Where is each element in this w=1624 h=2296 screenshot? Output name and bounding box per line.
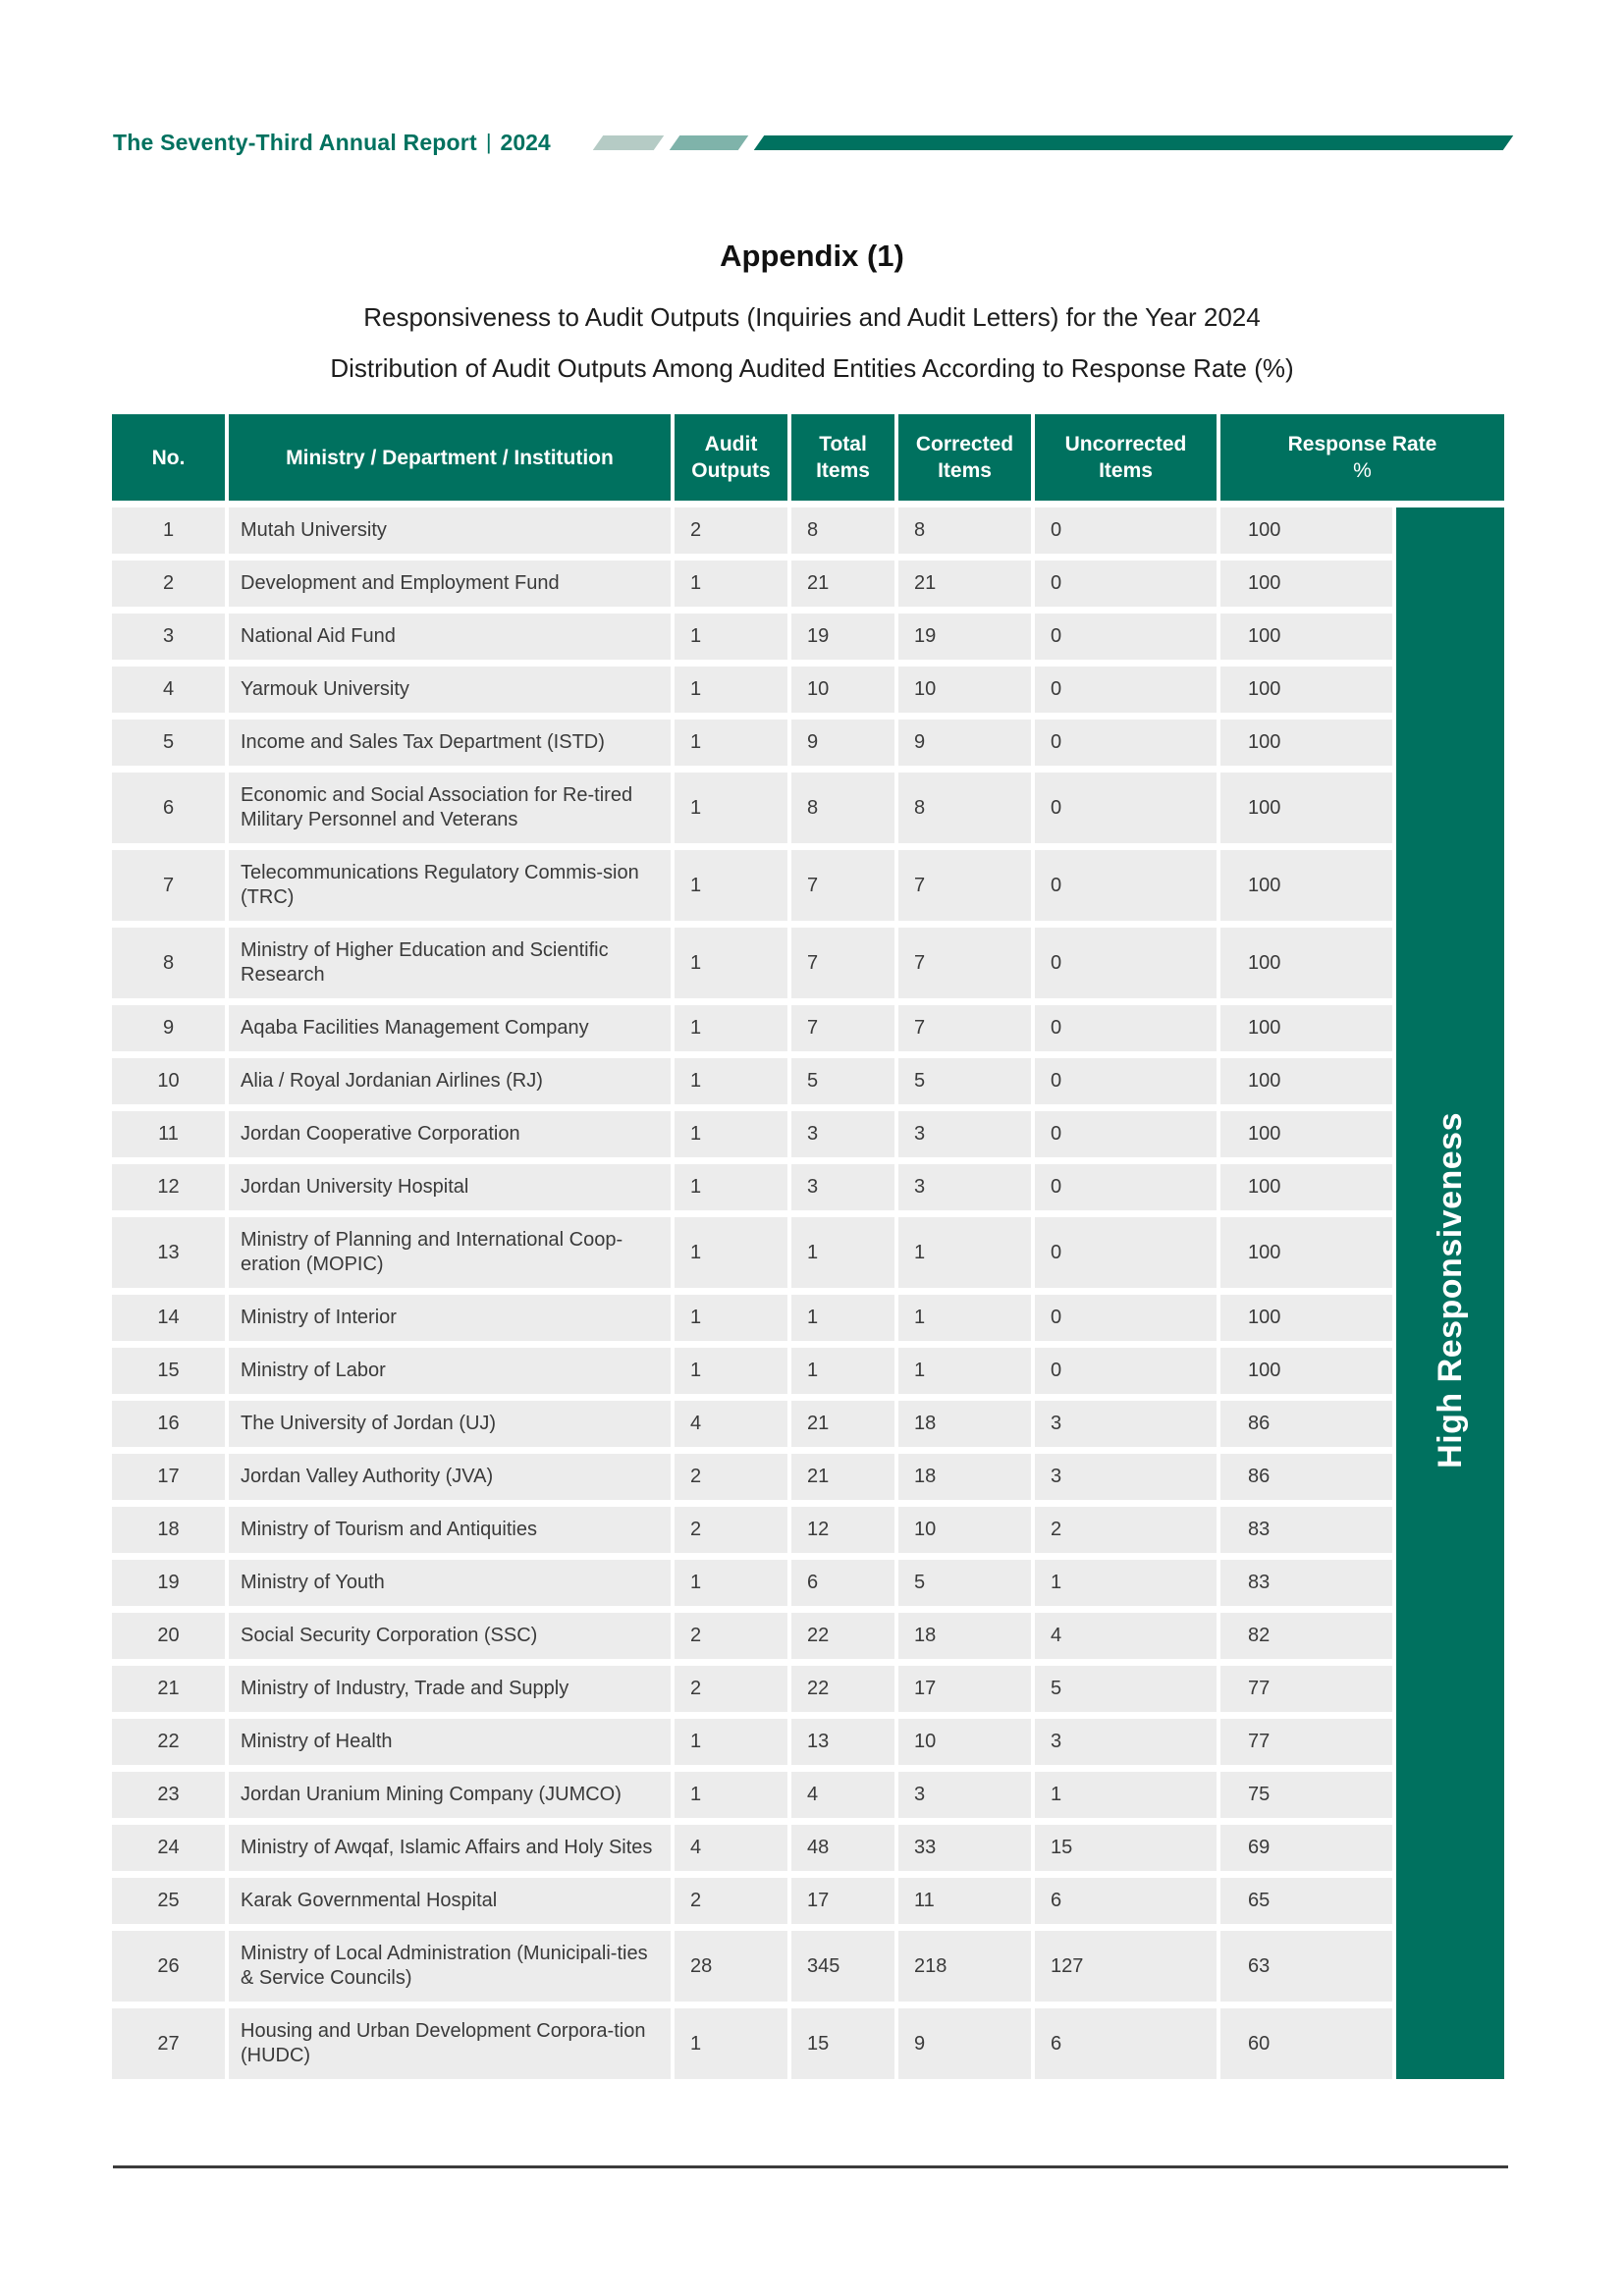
header-audit-line1: Audit <box>704 433 758 455</box>
cell-no: 20 <box>112 1613 225 1659</box>
cell-audit-outputs: 2 <box>675 1878 787 1924</box>
decoration-bar <box>753 135 1513 150</box>
cell-corrected-items: 18 <box>898 1613 1031 1659</box>
cell-total-items: 22 <box>791 1666 894 1712</box>
cell-audit-outputs: 1 <box>675 1295 787 1341</box>
cell-ministry: Economic and Social Association for Re-tired Military Personnel and Veterans <box>229 773 671 843</box>
cell-ministry: Development and Employment Fund <box>229 561 671 607</box>
cell-corrected-items: 9 <box>898 2008 1031 2079</box>
cell-total-items: 21 <box>791 1454 894 1500</box>
cell-ministry: Telecommunications Regulatory Commis-sion (TRC) <box>229 850 671 921</box>
cell-audit-outputs: 4 <box>675 1401 787 1447</box>
table-row <box>112 1772 1504 1818</box>
cell-ministry: Jordan Cooperative Corporation <box>229 1111 671 1157</box>
cell-no: 3 <box>112 614 225 660</box>
cell-uncorrected-items: 6 <box>1035 2008 1217 2079</box>
cell-uncorrected-items: 1 <box>1035 1560 1217 1606</box>
cell-no: 26 <box>112 1931 225 2002</box>
table-row <box>112 1878 1504 1924</box>
header-corrected-line2: Items <box>938 459 992 482</box>
cell-ministry: Ministry of Planning and International Coop-eration (MOPIC) <box>229 1217 671 1288</box>
col-header-total-items <box>791 414 894 501</box>
cell-ministry: Social Security Corporation (SSC) <box>229 1613 671 1659</box>
table-row <box>112 1164 1504 1210</box>
response-rate-table <box>108 407 1508 2086</box>
cell-audit-outputs: 28 <box>675 1931 787 2002</box>
cell-response-rate: 100 <box>1220 1217 1392 1288</box>
header-total-line1: Total <box>819 433 867 455</box>
table-row <box>112 1454 1504 1500</box>
cell-response-rate: 100 <box>1220 1164 1392 1210</box>
cell-ministry: Karak Governmental Hospital <box>229 1878 671 1924</box>
table-row <box>112 1058 1504 1104</box>
cell-ministry: Housing and Urban Development Corpora-tion (HUDC) <box>229 2008 671 2079</box>
cell-corrected-items: 10 <box>898 1719 1031 1765</box>
subtitle-line-1: Responsiveness to Audit Outputs (Inquiries and Audit Letters) for the Year 2024 <box>363 302 1261 332</box>
footer-rule <box>113 2165 1508 2168</box>
cell-audit-outputs: 2 <box>675 1613 787 1659</box>
cell-no: 23 <box>112 1772 225 1818</box>
cell-corrected-items: 3 <box>898 1164 1031 1210</box>
cell-no: 8 <box>112 928 225 998</box>
cell-corrected-items: 8 <box>898 507 1031 554</box>
table-row <box>112 614 1504 660</box>
cell-no: 17 <box>112 1454 225 1500</box>
cell-audit-outputs: 1 <box>675 614 787 660</box>
cell-ministry: Ministry of Industry, Trade and Supply <box>229 1666 671 1712</box>
cell-audit-outputs: 1 <box>675 667 787 713</box>
cell-total-items: 9 <box>791 720 894 766</box>
cell-corrected-items: 1 <box>898 1348 1031 1394</box>
cell-no: 27 <box>112 2008 225 2079</box>
subtitle-line-2: Distribution of Audit Outputs Among Audited Entities According to Response Rate (%) <box>330 353 1294 383</box>
cell-uncorrected-items: 0 <box>1035 928 1217 998</box>
col-header-no: No. <box>112 414 225 501</box>
table-row <box>112 507 1504 554</box>
cell-response-rate: 100 <box>1220 1058 1392 1104</box>
cell-total-items: 1 <box>791 1348 894 1394</box>
cell-audit-outputs: 1 <box>675 1111 787 1157</box>
cell-response-rate: 63 <box>1220 1931 1392 2002</box>
cell-response-rate: 69 <box>1220 1825 1392 1871</box>
cell-total-items: 8 <box>791 773 894 843</box>
cell-audit-outputs: 2 <box>675 1666 787 1712</box>
cell-ministry: Ministry of Youth <box>229 1560 671 1606</box>
cell-audit-outputs: 1 <box>675 1217 787 1288</box>
cell-audit-outputs: 1 <box>675 2008 787 2079</box>
cell-corrected-items: 7 <box>898 928 1031 998</box>
cell-no: 11 <box>112 1111 225 1157</box>
cell-total-items: 8 <box>791 507 894 554</box>
header-decoration <box>598 134 1508 150</box>
cell-audit-outputs: 1 <box>675 1719 787 1765</box>
table-row <box>112 1931 1504 2002</box>
cell-uncorrected-items: 3 <box>1035 1401 1217 1447</box>
cell-audit-outputs: 4 <box>675 1825 787 1871</box>
cell-no: 22 <box>112 1719 225 1765</box>
cell-total-items: 3 <box>791 1164 894 1210</box>
cell-uncorrected-items: 0 <box>1035 507 1217 554</box>
cell-response-rate: 100 <box>1220 1348 1392 1394</box>
cell-ministry: Jordan Uranium Mining Company (JUMCO) <box>229 1772 671 1818</box>
cell-ministry: Ministry of Higher Education and Scientific Research <box>229 928 671 998</box>
cell-uncorrected-items: 0 <box>1035 1217 1217 1288</box>
cell-response-rate: 100 <box>1220 667 1392 713</box>
cell-total-items: 5 <box>791 1058 894 1104</box>
cell-total-items: 7 <box>791 850 894 921</box>
cell-no: 19 <box>112 1560 225 1606</box>
cell-corrected-items: 3 <box>898 1111 1031 1157</box>
side-label: High Responsiveness <box>1431 1111 1469 1468</box>
cell-corrected-items: 5 <box>898 1058 1031 1104</box>
cell-uncorrected-items: 0 <box>1035 773 1217 843</box>
cell-corrected-items: 7 <box>898 850 1031 921</box>
cell-audit-outputs: 2 <box>675 1507 787 1553</box>
cell-audit-outputs: 1 <box>675 1005 787 1051</box>
cell-total-items: 3 <box>791 1111 894 1157</box>
page-header <box>113 128 1508 157</box>
cell-ministry: Ministry of Labor <box>229 1348 671 1394</box>
table-row <box>112 1005 1504 1051</box>
cell-audit-outputs: 1 <box>675 720 787 766</box>
cell-corrected-items: 17 <box>898 1666 1031 1712</box>
cell-corrected-items: 7 <box>898 1005 1031 1051</box>
cell-response-rate: 100 <box>1220 1111 1392 1157</box>
cell-response-rate: 100 <box>1220 850 1392 921</box>
cell-response-rate: 100 <box>1220 614 1392 660</box>
col-header-ministry: Ministry / Department / Institution <box>229 414 671 501</box>
cell-ministry: Aqaba Facilities Management Company <box>229 1005 671 1051</box>
cell-no: 4 <box>112 667 225 713</box>
cell-response-rate: 100 <box>1220 928 1392 998</box>
cell-total-items: 1 <box>791 1217 894 1288</box>
cell-ministry: Ministry of Interior <box>229 1295 671 1341</box>
cell-response-rate: 83 <box>1220 1560 1392 1606</box>
cell-total-items: 48 <box>791 1825 894 1871</box>
cell-corrected-items: 18 <box>898 1454 1031 1500</box>
cell-audit-outputs: 1 <box>675 1560 787 1606</box>
cell-no: 2 <box>112 561 225 607</box>
table-row <box>112 773 1504 843</box>
decoration-segment-mid <box>669 135 748 150</box>
cell-corrected-items: 1 <box>898 1295 1031 1341</box>
cell-audit-outputs: 1 <box>675 850 787 921</box>
header-rate-line2: % <box>1353 459 1372 482</box>
cell-uncorrected-items: 0 <box>1035 1005 1217 1051</box>
cell-no: 18 <box>112 1507 225 1553</box>
cell-uncorrected-items: 0 <box>1035 1111 1217 1157</box>
cell-uncorrected-items: 0 <box>1035 1164 1217 1210</box>
header-audit-line2: Outputs <box>691 459 771 482</box>
table-row <box>112 1613 1504 1659</box>
cell-no: 24 <box>112 1825 225 1871</box>
report-year: 2024 <box>500 129 551 155</box>
cell-total-items: 345 <box>791 1931 894 2002</box>
cell-uncorrected-items: 0 <box>1035 1058 1217 1104</box>
table-body <box>112 507 1504 2079</box>
cell-corrected-items: 1 <box>898 1217 1031 1288</box>
cell-corrected-items: 21 <box>898 561 1031 607</box>
cell-no: 10 <box>112 1058 225 1104</box>
cell-ministry: Income and Sales Tax Department (ISTD) <box>229 720 671 766</box>
cell-total-items: 21 <box>791 561 894 607</box>
cell-uncorrected-items: 6 <box>1035 1878 1217 1924</box>
table-row <box>112 1666 1504 1712</box>
cell-uncorrected-items: 2 <box>1035 1507 1217 1553</box>
table-row <box>112 1401 1504 1447</box>
cell-ministry: Ministry of Health <box>229 1719 671 1765</box>
cell-corrected-items: 218 <box>898 1931 1031 2002</box>
table-row <box>112 667 1504 713</box>
cell-total-items: 15 <box>791 2008 894 2079</box>
col-header-response-rate <box>1220 414 1504 501</box>
cell-corrected-items: 5 <box>898 1560 1031 1606</box>
cell-uncorrected-items: 4 <box>1035 1613 1217 1659</box>
cell-response-rate: 82 <box>1220 1613 1392 1659</box>
cell-no: 14 <box>112 1295 225 1341</box>
cell-response-rate: 100 <box>1220 720 1392 766</box>
table-row <box>112 1560 1504 1606</box>
cell-uncorrected-items: 1 <box>1035 1772 1217 1818</box>
cell-corrected-items: 11 <box>898 1878 1031 1924</box>
cell-audit-outputs: 2 <box>675 507 787 554</box>
cell-response-rate: 100 <box>1220 1295 1392 1341</box>
cell-total-items: 22 <box>791 1613 894 1659</box>
cell-ministry: Alia / Royal Jordanian Airlines (RJ) <box>229 1058 671 1104</box>
cell-response-rate: 60 <box>1220 2008 1392 2079</box>
cell-audit-outputs: 2 <box>675 1454 787 1500</box>
table-row <box>112 1217 1504 1288</box>
cell-total-items: 7 <box>791 1005 894 1051</box>
cell-no: 16 <box>112 1401 225 1447</box>
cell-ministry: Jordan University Hospital <box>229 1164 671 1210</box>
table-header-row <box>112 414 1504 501</box>
col-header-uncorrected-items <box>1035 414 1217 501</box>
cell-no: 15 <box>112 1348 225 1394</box>
cell-response-rate: 77 <box>1220 1666 1392 1712</box>
header-uncorrected-line2: Items <box>1099 459 1153 482</box>
cell-uncorrected-items: 0 <box>1035 720 1217 766</box>
cell-corrected-items: 18 <box>898 1401 1031 1447</box>
cell-ministry: The University of Jordan (UJ) <box>229 1401 671 1447</box>
cell-total-items: 6 <box>791 1560 894 1606</box>
table-row <box>112 1719 1504 1765</box>
cell-audit-outputs: 1 <box>675 1058 787 1104</box>
cell-uncorrected-items: 0 <box>1035 561 1217 607</box>
cell-total-items: 4 <box>791 1772 894 1818</box>
cell-audit-outputs: 1 <box>675 1772 787 1818</box>
header-uncorrected-line1: Uncorrected <box>1064 433 1187 455</box>
cell-ministry: National Aid Fund <box>229 614 671 660</box>
cell-corrected-items: 19 <box>898 614 1031 660</box>
cell-total-items: 10 <box>791 667 894 713</box>
table-row <box>112 720 1504 766</box>
cell-uncorrected-items: 15 <box>1035 1825 1217 1871</box>
table-row <box>112 928 1504 998</box>
cell-uncorrected-items: 3 <box>1035 1454 1217 1500</box>
col-header-corrected-items <box>898 414 1031 501</box>
cell-no: 9 <box>112 1005 225 1051</box>
title-separator: | <box>485 130 492 154</box>
cell-uncorrected-items: 0 <box>1035 1295 1217 1341</box>
cell-total-items: 13 <box>791 1719 894 1765</box>
cell-response-rate: 86 <box>1220 1454 1392 1500</box>
cell-total-items: 21 <box>791 1401 894 1447</box>
cell-audit-outputs: 1 <box>675 773 787 843</box>
cell-audit-outputs: 1 <box>675 561 787 607</box>
cell-no: 13 <box>112 1217 225 1288</box>
table-row <box>112 1825 1504 1871</box>
cell-response-rate: 100 <box>1220 507 1392 554</box>
appendix-title: Appendix (1) <box>720 239 904 273</box>
cell-audit-outputs: 1 <box>675 1164 787 1210</box>
cell-uncorrected-items: 3 <box>1035 1719 1217 1765</box>
header-corrected-line1: Corrected <box>915 433 1014 455</box>
table-row <box>112 1295 1504 1341</box>
cell-corrected-items: 10 <box>898 667 1031 713</box>
report-title: The Seventy-Third Annual Report <box>113 129 477 155</box>
cell-corrected-items: 3 <box>898 1772 1031 1818</box>
cell-uncorrected-items: 5 <box>1035 1666 1217 1712</box>
cell-response-rate: 75 <box>1220 1772 1392 1818</box>
cell-ministry: Yarmouk University <box>229 667 671 713</box>
cell-response-rate: 77 <box>1220 1719 1392 1765</box>
header-total-line2: Items <box>816 459 870 482</box>
cell-total-items: 1 <box>791 1295 894 1341</box>
cell-response-rate: 65 <box>1220 1878 1392 1924</box>
cell-ministry: Jordan Valley Authority (JVA) <box>229 1454 671 1500</box>
header-rate-line1: Response Rate <box>1287 433 1437 455</box>
table-row <box>112 2008 1504 2079</box>
cell-response-rate: 100 <box>1220 1005 1392 1051</box>
cell-response-rate: 86 <box>1220 1401 1392 1447</box>
table-row <box>112 1111 1504 1157</box>
cell-total-items: 7 <box>791 928 894 998</box>
cell-no: 6 <box>112 773 225 843</box>
table-row <box>112 561 1504 607</box>
cell-no: 5 <box>112 720 225 766</box>
cell-ministry: Ministry of Local Administration (Municipali-ties & Service Councils) <box>229 1931 671 2002</box>
cell-corrected-items: 8 <box>898 773 1031 843</box>
cell-ministry: Mutah University <box>229 507 671 554</box>
cell-audit-outputs: 1 <box>675 928 787 998</box>
col-header-audit-outputs <box>675 414 787 501</box>
cell-audit-outputs: 1 <box>675 1348 787 1394</box>
cell-uncorrected-items: 0 <box>1035 614 1217 660</box>
cell-corrected-items: 9 <box>898 720 1031 766</box>
cell-total-items: 19 <box>791 614 894 660</box>
cell-uncorrected-items: 0 <box>1035 667 1217 713</box>
cell-total-items: 17 <box>791 1878 894 1924</box>
cell-ministry: Ministry of Tourism and Antiquities <box>229 1507 671 1553</box>
cell-uncorrected-items: 127 <box>1035 1931 1217 2002</box>
cell-response-rate: 100 <box>1220 561 1392 607</box>
cell-corrected-items: 33 <box>898 1825 1031 1871</box>
cell-no: 25 <box>112 1878 225 1924</box>
cell-uncorrected-items: 0 <box>1035 850 1217 921</box>
cell-no: 1 <box>112 507 225 554</box>
cell-response-rate: 100 <box>1220 773 1392 843</box>
high-responsiveness-band <box>1396 507 1504 2079</box>
cell-total-items: 12 <box>791 1507 894 1553</box>
cell-no: 7 <box>112 850 225 921</box>
decoration-segment-light <box>592 135 664 150</box>
cell-no: 21 <box>112 1666 225 1712</box>
table-row <box>112 1348 1504 1394</box>
cell-ministry: Ministry of Awqaf, Islamic Affairs and Holy Sites <box>229 1825 671 1871</box>
table-row <box>112 1507 1504 1553</box>
cell-uncorrected-items: 0 <box>1035 1348 1217 1394</box>
cell-no: 12 <box>112 1164 225 1210</box>
cell-response-rate: 83 <box>1220 1507 1392 1553</box>
cell-corrected-items: 10 <box>898 1507 1031 1553</box>
table-row <box>112 850 1504 921</box>
